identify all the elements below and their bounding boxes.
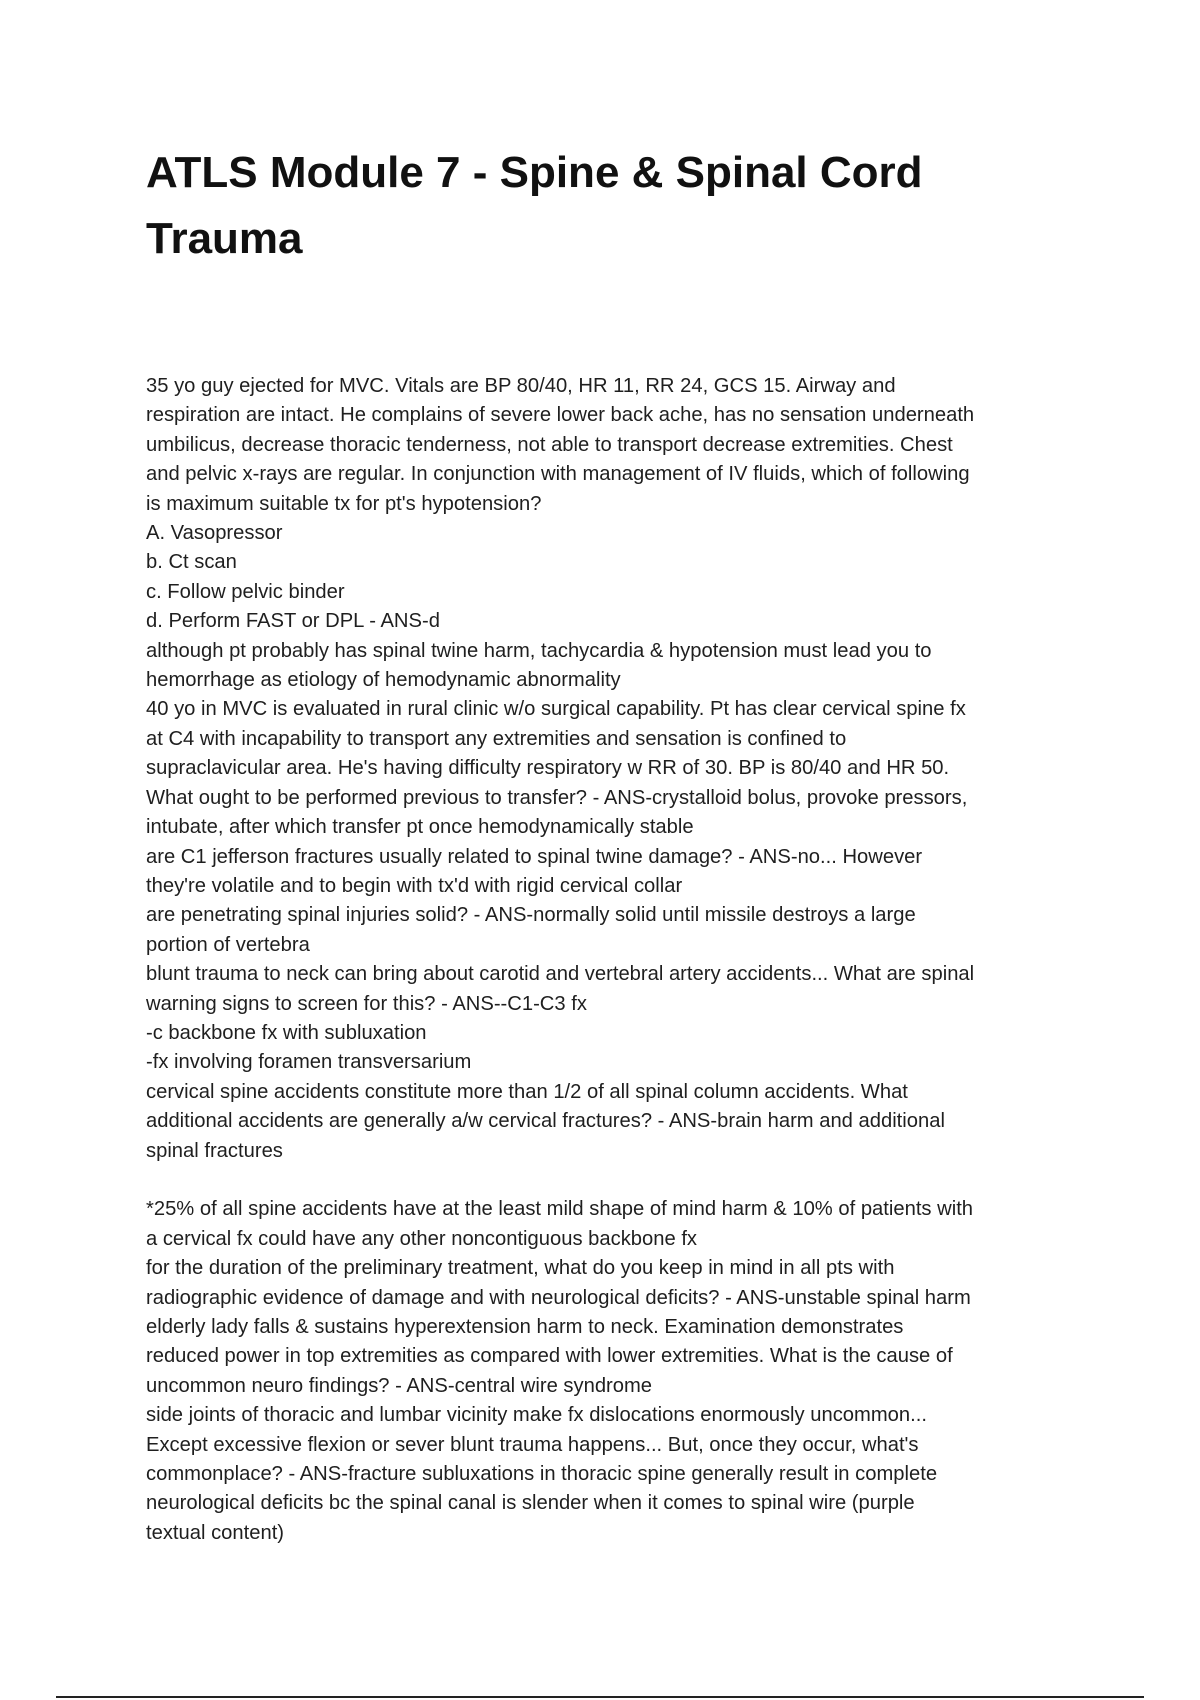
text-line: intubate, after which transfer pt once hemodynamically stable	[146, 816, 694, 839]
text-line: blunt trauma to neck can bring about carotid and vertebral artery accidents... What are spinal	[146, 963, 975, 986]
text-line: although pt probably has spinal twine harm, tachycardia & hypotension must lead you to	[146, 639, 932, 662]
text-line: 35 yo guy ejected for MVC. Vitals are BP 80/40, HR 11, RR 24, GCS 15. Airway and	[146, 375, 896, 397]
text-line: What ought to be performed previous to transfer? - ANS-crystalloid bolus, provoke pressors,	[146, 786, 968, 809]
text-line: b. Ct scan	[146, 551, 237, 574]
footer-divider	[56, 1696, 1144, 1698]
text-line: spinal fractures	[146, 1139, 283, 1162]
text-line: they're volatile and to begin with tx'd with rigid cervical collar	[146, 874, 683, 897]
text-line: respiration are intact. He complains of severe lower back ache, has no sensation underneath	[146, 404, 975, 427]
text-line: neurological deficits bc the spinal canal is slender when it comes to spinal wire (purple	[146, 1492, 915, 1515]
text-line: supraclavicular area. He's having difficulty respiratory w RR of 30. BP is 80/40 and HR 50.	[146, 757, 950, 780]
text-line: reduced power in top extremities as compared with lower extremities. What is the cause of	[146, 1345, 953, 1368]
document-body	[146, 372, 1066, 1548]
text-line: uncommon neuro findings? - ANS-central wire syndrome	[146, 1374, 653, 1397]
text-line: commonplace? - ANS-fracture subluxations in thoracic spine generally result in complete	[146, 1463, 938, 1486]
text-line: -c backbone fx with subluxation	[146, 1021, 427, 1044]
text-line: hemorrhage as etiology of hemodynamic abnormality	[146, 669, 621, 692]
text-line: 40 yo in MVC is evaluated in rural clinic w/o surgical capability. Pt has clear cervical spine fx	[146, 698, 966, 721]
text-line: radiographic evidence of damage and with neurological deficits? - ANS-unstable spinal harm	[146, 1286, 971, 1309]
text-line: additional accidents are generally a/w cervical fractures? - ANS-brain harm and additional	[146, 1110, 945, 1133]
text-line: is maximum suitable tx for pt's hypotension?	[146, 492, 542, 515]
text-line: portion of vertebra	[146, 933, 310, 956]
text-line: umbilicus, decrease thoracic tenderness, not able to transport decrease extremities. Chest	[146, 433, 953, 456]
text-line: for the duration of the preliminary treatment, what do you keep in mind in all pts with	[146, 1257, 895, 1280]
text-line: at C4 with incapability to transport any extremities and sensation is confined to	[146, 727, 847, 750]
text-line: Except excessive flexion or sever blunt trauma happens... But, once they occur, what's	[146, 1433, 919, 1456]
text-line: are penetrating spinal injuries solid? - ANS-normally solid until missile destroys a large	[146, 904, 916, 927]
text-line: A. Vasopressor	[146, 522, 283, 545]
text-line: textual content)	[146, 1521, 285, 1544]
text-line: and pelvic x-rays are regular. In conjunction with management of IV fluids, which of following	[146, 463, 970, 486]
page-title: ATLS Module 7 - Spine & Spinal Cord Trauma	[146, 148, 923, 263]
text-line: c. Follow pelvic binder	[146, 580, 345, 603]
text-line: d. Perform FAST or DPL - ANS-d	[146, 610, 440, 633]
text-line: are C1 jefferson fractures usually related to spinal twine damage? - ANS-no... However	[146, 845, 923, 868]
text-line: -fx involving foramen transversarium	[146, 1051, 472, 1074]
text-line: a cervical fx could have any other noncontiguous backbone fx	[146, 1227, 698, 1250]
text-line: side joints of thoracic and lumbar vicinity make fx dislocations enormously uncommon...	[146, 1404, 927, 1427]
text-line: elderly lady falls & sustains hyperextension harm to neck. Examination demonstrates	[146, 1315, 904, 1338]
text-line: cervical spine accidents constitute more than 1/2 of all spinal column accidents. What	[146, 1080, 908, 1103]
text-line: warning signs to screen for this? - ANS--C1-C3 fx	[146, 992, 587, 1015]
blank-line	[146, 1166, 1066, 1195]
text-line: *25% of all spine accidents have at the least mild shape of mind harm & 10% of patients with	[146, 1198, 974, 1221]
